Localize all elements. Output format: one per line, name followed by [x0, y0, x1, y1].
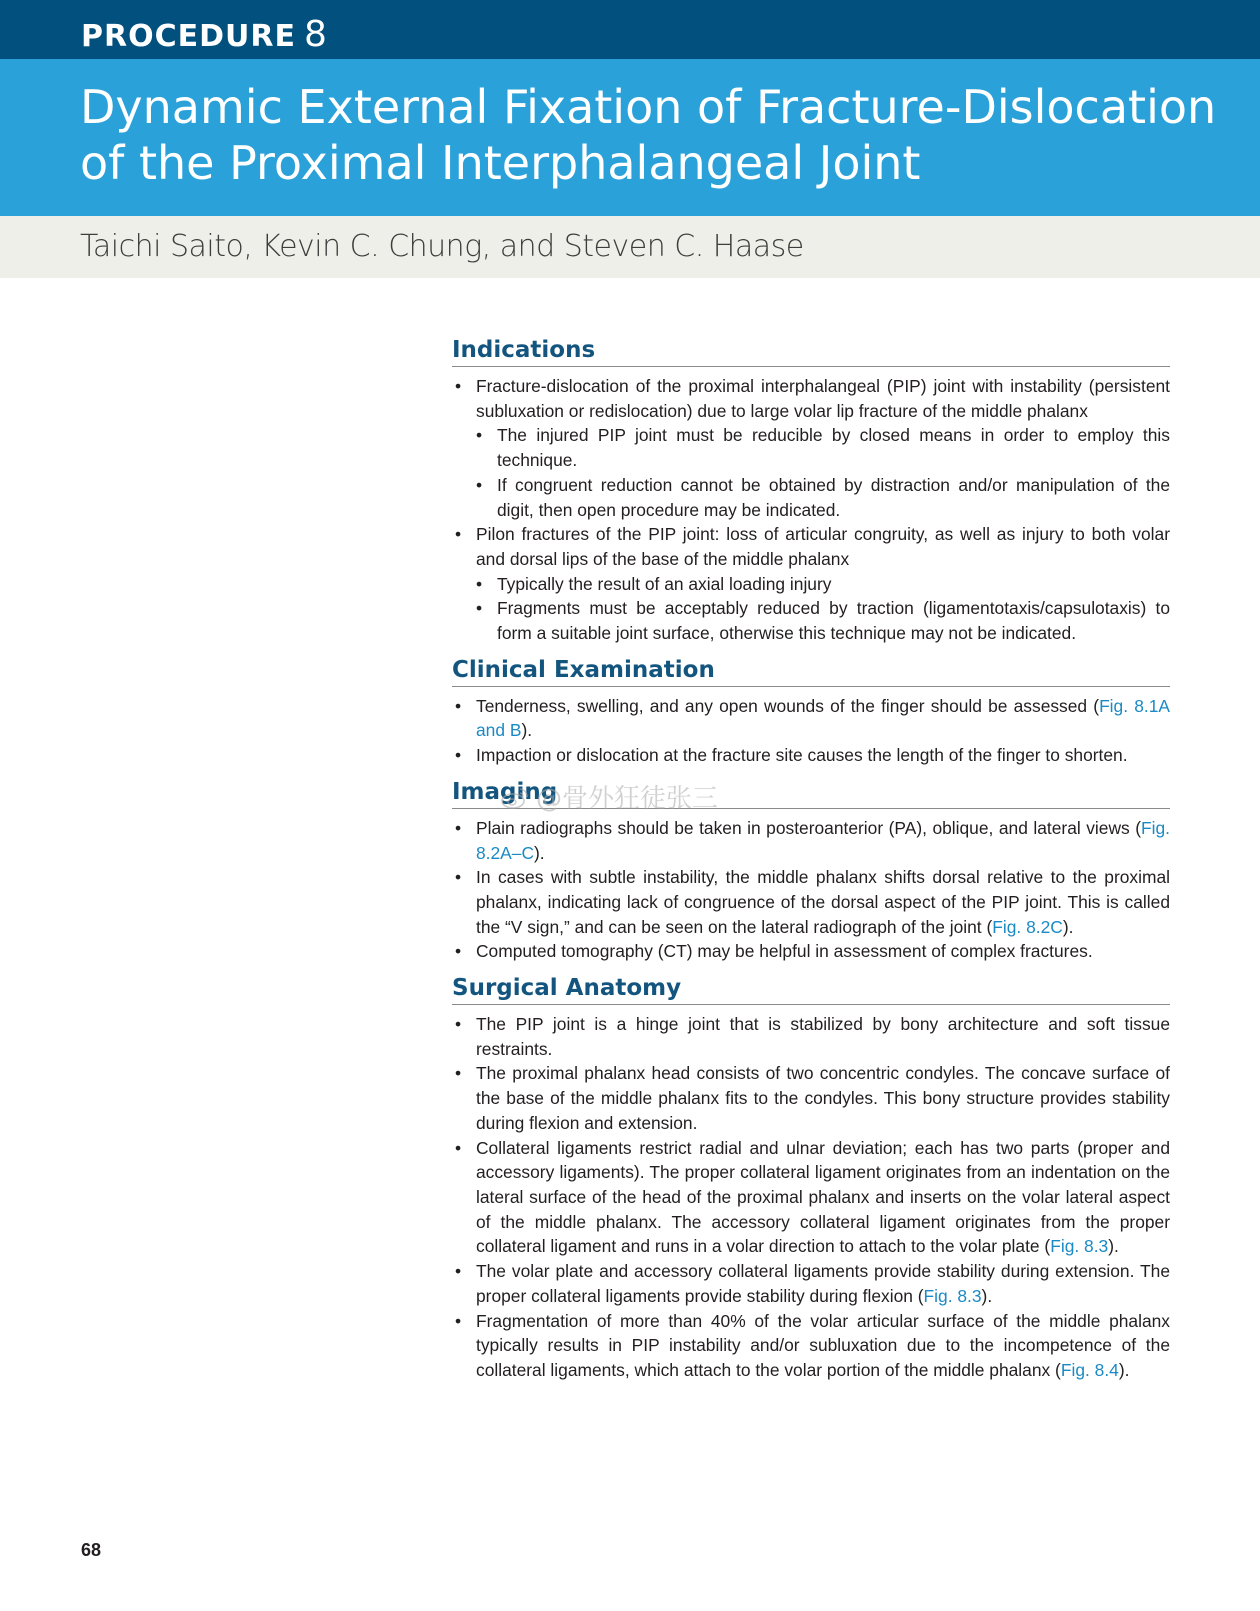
bullet-text: The volar plate and accessory collateral ligaments provide stability during extension. The proper collateral ligaments provide stability during flexion ( [476, 1261, 1170, 1306]
chapter-title-line-2: of the Proximal Interphalangeal Joint [80, 136, 921, 190]
procedure-word: PROCEDURE [81, 19, 296, 54]
bullet-text: ). [1062, 916, 1074, 937]
bullet-text: Collateral ligaments restrict radial and ulnar deviation; each has two parts (proper and accessory ligaments). The proper collateral ligament originates from an indentation on the lateral surface of the head of the proximal phalanx and inserts on the volar lateral aspect of the middle phalanx. The accessory collateral ligament originates from the proper collateral ligament and runs in a volar direction to attach to the volar plate ( [476, 1137, 1170, 1257]
bullet-text: The PIP joint is a hinge joint that is stabilized by bony architecture and soft tissue restraints. [476, 1014, 1170, 1059]
page-number: 68 [81, 1540, 102, 1560]
bullet-item [452, 374, 1170, 423]
chapter-title-line-1: Dynamic External Fixation of Fracture-Dislocation [80, 80, 1217, 134]
bullet-item [452, 694, 1170, 743]
title-banner [0, 59, 1260, 216]
figure-reference-link[interactable]: Fig. 8.1A and B [476, 695, 1170, 741]
bullet-text: Computed tomography (CT) may be helpful in assessment of complex fractures. [476, 941, 1093, 962]
bullet-list [452, 1012, 1170, 1383]
author-banner [0, 216, 1260, 278]
bullet-item [452, 743, 1170, 768]
bullet-text: ). [1108, 1236, 1119, 1257]
figure-reference-link[interactable]: Fig. 8.2A–C [476, 817, 1170, 863]
sub-bullet-item [452, 596, 1170, 645]
bullet-text: Fragments must be acceptably reduced by traction (ligamentotaxis/capsulotaxis) to form a suitable joint surface, otherwise this technique may not be indicated. [497, 598, 1170, 644]
bullet-text: ). [981, 1285, 993, 1306]
bullet-text: Tenderness, swelling, and any open wounds of the finger should be assessed ( [476, 695, 1100, 716]
procedure-banner [0, 0, 1260, 59]
section-heading: Imaging [452, 776, 1170, 809]
bullet-item [452, 865, 1170, 939]
watermark-text: @骨外狂徒张三 [536, 784, 719, 814]
section-indications [452, 334, 1170, 646]
section-surgical-anatomy [452, 972, 1170, 1383]
bullet-text: If congruent reduction cannot be obtained by distraction and/or manipulation of the digit, then open procedure may be indicated. [497, 474, 1170, 520]
bullet-text: Plain radiographs should be taken in posteroanterior (PA), oblique, and lateral views ( [476, 817, 1141, 838]
bullet-text: Typically the result of an axial loading injury [497, 573, 832, 594]
bullet-text: The proximal phalanx head consists of two concentric condyles. The concave surface of the base of the middle phalanx fits to the condyles. This bony structure provides stability during flexion and extension. [476, 1063, 1170, 1133]
author-list: Taichi Saito, Kevin C. Chung, and Steven C. Haase [80, 229, 804, 264]
sub-bullet-item [452, 572, 1170, 597]
bullet-item [452, 1136, 1170, 1260]
bullet-item [452, 816, 1170, 865]
bullet-text: ). [534, 842, 545, 863]
section-clinical-examination [452, 654, 1170, 768]
bullet-text: ). [1118, 1359, 1130, 1380]
section-heading: Surgical Anatomy [452, 972, 1170, 1005]
sub-bullet-item [452, 473, 1170, 522]
bullet-item [452, 939, 1170, 964]
procedure-label [81, 14, 328, 55]
bullet-text: ). [521, 720, 533, 741]
figure-reference-link[interactable]: Fig. 8.2C [992, 916, 1063, 937]
bullet-list [452, 816, 1170, 964]
bullet-item [452, 1012, 1170, 1061]
bullet-item [452, 522, 1170, 571]
watermark [500, 778, 718, 815]
bullet-text: Pilon fractures of the PIP joint: loss of articular congruity, as well as injury to both volar and dorsal lips of the base of the middle phalanx [476, 524, 1170, 569]
bullet-text: Fracture-dislocation of the proximal interphalangeal (PIP) joint with instability (persistent subluxation or redislocation) due to large volar lip fracture of the middle phalanx [476, 376, 1170, 421]
weibo-logo-icon [500, 786, 530, 810]
bullet-list [452, 374, 1170, 646]
section-heading: Indications [452, 334, 1170, 367]
sub-bullet-item [452, 423, 1170, 472]
bullet-item [452, 1061, 1170, 1135]
main-content [452, 334, 1170, 1383]
bullet-text: In cases with subtle instability, the middle phalanx shifts dorsal relative to the proximal phalanx, indicating lack of congruence of the dorsal aspect of the PIP joint. This is called the “V sign,” and can be seen on the lateral radiograph of the joint ( [476, 867, 1170, 937]
section-heading: Clinical Examination [452, 654, 1170, 687]
bullet-item [452, 1309, 1170, 1383]
bullet-item [452, 1259, 1170, 1308]
procedure-number: 8 [303, 14, 328, 55]
figure-reference-link[interactable]: Fig. 8.4 [1060, 1359, 1119, 1380]
bullet-text: Fragmentation of more than 40% of the volar articular surface of the middle phalanx typically results in PIP instability and/or subluxation due to the incompetence of the collateral ligaments, which attach to the volar portion of the middle phalanx ( [476, 1310, 1170, 1380]
bullet-text: The injured PIP joint must be reducible by closed means in order to employ this technique. [497, 425, 1170, 471]
bullet-list [452, 694, 1170, 768]
figure-reference-link[interactable]: Fig. 8.3 [1050, 1236, 1109, 1257]
bullet-text: Impaction or dislocation at the fracture site causes the length of the finger to shorten. [476, 745, 1128, 766]
figure-reference-link[interactable]: Fig. 8.3 [923, 1285, 982, 1306]
